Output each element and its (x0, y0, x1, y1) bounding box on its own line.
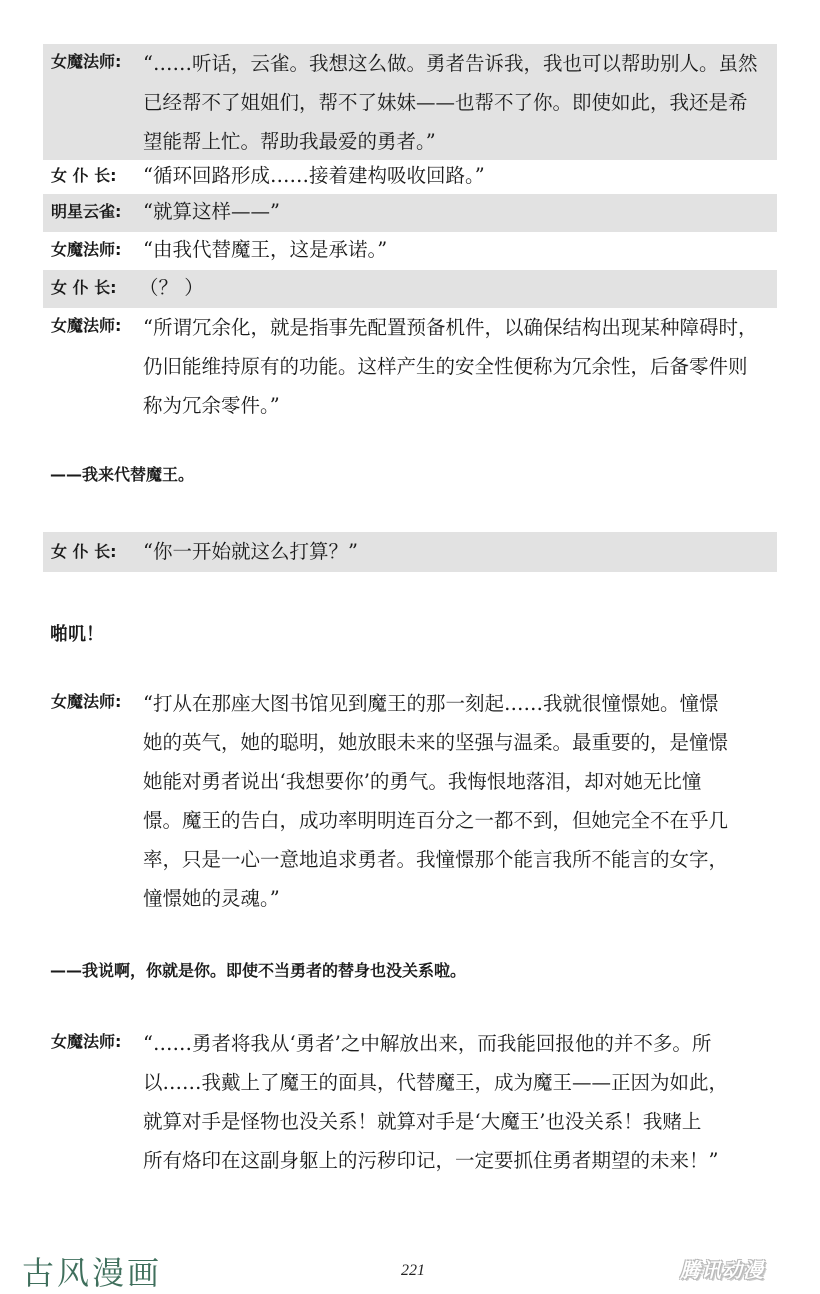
dialogue-text: “就算这样——” (143, 200, 280, 223)
dialogue-text: “……听话，云雀。我想这么做。勇者告诉我，我也可以帮助别人。虽然 已经帮不了姐姐们，帮不了妹妹——也帮不了你。即使如此，我还是希 望能帮上忙。帮助我最爱的勇者。” (143, 52, 758, 153)
dialogue-line (43, 232, 777, 270)
dialogue-line (43, 194, 777, 232)
dialogue-line (43, 532, 777, 572)
dialogue-line (43, 270, 777, 308)
speaker-label: 女魔法师: (51, 1032, 122, 1051)
dialogue-text: “循环回路形成……接着建构吸收回路。” (143, 164, 485, 187)
speaker-label: 明星云雀: (51, 202, 122, 221)
speaker-label: 女 仆 长: (51, 542, 117, 561)
dialogue-line (43, 684, 777, 914)
speaker-label: 女 仆 长: (51, 166, 117, 185)
dialogue-text: “你一开始就这么打算？” (143, 540, 358, 563)
speaker-label: 女魔法师: (51, 240, 122, 259)
dialogue-line (43, 1024, 777, 1184)
speaker-label: 女魔法师: (51, 692, 122, 711)
watermark-left: 古风漫画 (22, 1254, 163, 1292)
dialogue-text: “……勇者将我从‘勇者’之中解放出来，而我能回报他的并不多。所 以……我戴上了魔王的面具，代替魔王，成为魔王——正因为如此， 就算对手是怪物也没关系！就算对手是‘大魔王’也没关系！我赌上 所有烙印在这副身躯上的污秽印记，一定要抓住勇者期望的未来！” (143, 1032, 729, 1172)
dialogue-text: “打从在那座大图书馆见到魔王的那一刻起……我就很憧憬她。憧憬 她的英气，她的聪明，她放眼未来的坚强与温柔。最重要的，是憧憬 她能对勇者说出‘我想要你’的勇气。我悔恨地落泪，却对她无比憧 憬。魔王的告白，成功率明明连百分之一都不到，但她完全不在乎几 率，只是一心一意地追求勇者。我憧憬那个能言我所不能言的女字， 憧憬她的灵魂。” (143, 692, 729, 910)
dialogue-line (43, 308, 777, 428)
watermark-right: 腾讯动漫 (680, 1258, 764, 1282)
narration-line: ——我来代替魔王。 (50, 465, 195, 484)
speaker-label: 女魔法师: (51, 316, 122, 335)
speaker-label: 女魔法师: (51, 52, 122, 71)
speaker-label: 女 仆 长: (51, 278, 117, 297)
dialogue-line (43, 158, 777, 196)
sound-effect: 啪叽！ (50, 624, 104, 645)
dialogue-text: “所谓冗余化，就是指事先配置预备机件，以确保结构出现某种障碍时， 仍旧能维持原有的功能。这样产生的安全性便称为冗余性，后备零件则 称为冗余零件。” (143, 316, 758, 417)
page-number: 221 (401, 1262, 425, 1279)
dialogue-text: “由我代替魔王，这是承诺。” (143, 238, 388, 261)
dialogue-line (43, 44, 777, 160)
narration-line: ——我说啊，你就是你。即使不当勇者的替身也没关系啦。 (50, 961, 467, 980)
dialogue-text: （？ ） (139, 276, 204, 299)
